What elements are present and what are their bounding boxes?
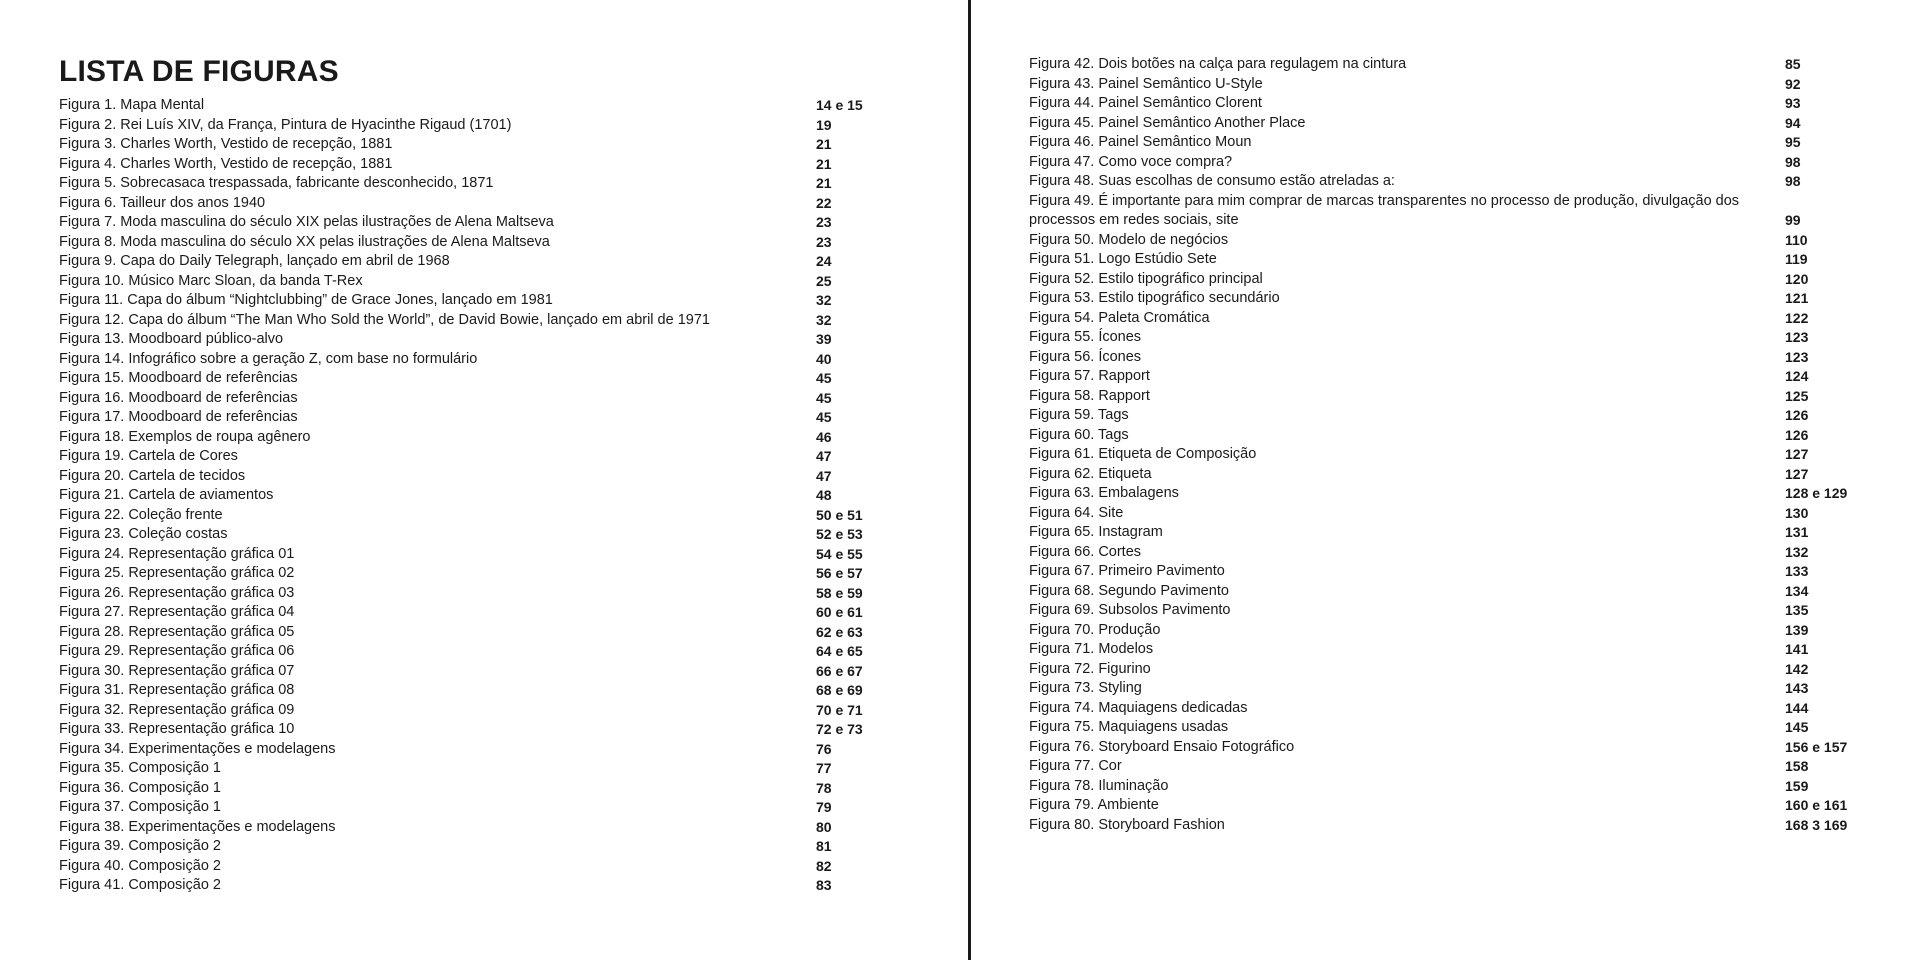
- figure-caption: Figura 74. Maquiagens dedicadas: [1029, 699, 1248, 716]
- page-number: 127: [1785, 446, 1809, 462]
- figure-list-item: [59, 857, 889, 877]
- figure-list-left: [59, 96, 889, 896]
- page-number: 66 e 67: [816, 662, 863, 679]
- page-number: 58 e 59: [816, 584, 863, 601]
- figure-caption: Figura 25. Representação gráfica 02: [59, 565, 295, 581]
- page-number: 126: [1785, 407, 1809, 423]
- figure-list-item: [1029, 699, 1859, 719]
- figure-list-item: [59, 174, 889, 194]
- figure-caption: Figura 72. Figurino: [1029, 660, 1151, 677]
- figure-caption: Figura 62. Etiqueta: [1029, 465, 1152, 482]
- figure-list-item: [59, 291, 889, 311]
- page-number: 46: [816, 428, 832, 445]
- page-number: 40: [816, 350, 832, 367]
- figure-list-item: [1029, 328, 1859, 348]
- figure-caption: Figura 79. Ambiente: [1029, 797, 1159, 813]
- figure-list-item: [59, 233, 889, 253]
- page-number: 32: [816, 292, 832, 308]
- figure-list-item: [59, 837, 889, 857]
- right-page: [971, 0, 1920, 960]
- page-number: 92: [1785, 75, 1801, 92]
- figure-caption: Figura 46. Painel Semântico Moun: [1029, 134, 1252, 150]
- figure-caption: Figura 69. Subsolos Pavimento: [1029, 602, 1231, 618]
- figure-caption: Figura 26. Representação gráfica 03: [59, 584, 295, 601]
- figure-list-item: [59, 486, 889, 506]
- page-number: 125: [1785, 387, 1809, 404]
- page-number: 48: [816, 487, 832, 503]
- figure-list-item: [59, 525, 889, 545]
- figure-caption: Figura 30. Representação gráfica 07: [59, 662, 295, 679]
- figure-caption: Figura 17. Moodboard de referências: [59, 409, 298, 425]
- figure-caption: Figura 66. Cortes: [1029, 543, 1142, 560]
- page-number: 126: [1785, 426, 1809, 443]
- figure-list-right: [1029, 55, 1859, 835]
- figure-caption: Figura 22. Coleção frente: [59, 506, 223, 523]
- page-number: 94: [1785, 114, 1801, 131]
- figure-list-item: [59, 252, 889, 272]
- figure-caption: Figura 9. Capa do Daily Telegraph, lançado em abril de 1968: [59, 253, 450, 269]
- figure-caption: Figura 53. Estilo tipográfico secundário: [1029, 290, 1280, 306]
- figure-list-item: [59, 213, 889, 233]
- figure-list-item: [1029, 192, 1859, 231]
- figure-caption: Figura 3. Charles Worth, Vestido de recepção, 1881: [59, 136, 393, 152]
- figure-list-item: [1029, 406, 1859, 426]
- page-number: 32: [816, 311, 832, 328]
- figure-list-item: [1029, 309, 1859, 329]
- figure-caption: Figura 18. Exemplos de roupa agênero: [59, 428, 311, 445]
- figure-caption: Figura 8. Moda masculina do século XX pelas ilustrações de Alena Maltseva: [59, 233, 550, 250]
- figure-caption: Figura 56. Ícones: [1029, 348, 1142, 365]
- figure-list-item: [1029, 679, 1859, 699]
- figure-list-item: [59, 116, 889, 136]
- figure-caption: Figura 68. Segundo Pavimento: [1029, 582, 1229, 599]
- figure-list-item: [59, 311, 889, 331]
- page-number: 85: [1785, 56, 1801, 72]
- figure-caption: Figura 33. Representação gráfica 10: [59, 721, 295, 737]
- figure-caption: Figura 55. Ícones: [1029, 329, 1142, 345]
- figure-list-item: [1029, 523, 1859, 543]
- page-number: 80: [816, 818, 832, 835]
- figure-list-item: [1029, 94, 1859, 114]
- figure-caption: Figura 63. Embalagens: [1029, 485, 1179, 501]
- page-number: 124: [1785, 368, 1809, 384]
- figure-caption: Figura 49. É importante para mim comprar de marcas transparentes no processo de produção, divulgação dos processos em redes sociais, site: [1029, 192, 1740, 228]
- page-number: 123: [1785, 348, 1809, 365]
- figure-caption: Figura 2. Rei Luís XIV, da França, Pintura de Hyacinthe Rigaud (1701): [59, 116, 512, 133]
- figure-list-item: [59, 96, 889, 116]
- figure-list-item: [1029, 114, 1859, 134]
- page-number: 47: [816, 467, 832, 484]
- figure-list-item: [59, 408, 889, 428]
- figure-list-item: [1029, 621, 1859, 641]
- figure-list-item: [59, 506, 889, 526]
- page-number: 145: [1785, 719, 1809, 735]
- figure-caption: Figura 80. Storyboard Fashion: [1029, 816, 1225, 833]
- page-number: 127: [1785, 465, 1809, 482]
- page-number: 132: [1785, 543, 1809, 560]
- page-number: 22: [816, 194, 832, 211]
- figure-list-item: [59, 389, 889, 409]
- page-number: 47: [816, 448, 832, 464]
- page-number: 81: [816, 838, 832, 854]
- figure-list-item: [59, 155, 889, 175]
- figure-list-item: [59, 272, 889, 292]
- figure-list-item: [1029, 757, 1859, 777]
- figure-caption: Figura 73. Styling: [1029, 680, 1142, 696]
- figure-caption: Figura 42. Dois botões na calça para regulagem na cintura: [1029, 56, 1407, 72]
- figure-caption: Figura 67. Primeiro Pavimento: [1029, 563, 1225, 579]
- page-number: 60 e 61: [816, 604, 863, 620]
- figure-caption: Figura 65. Instagram: [1029, 524, 1163, 540]
- figure-list-item: [1029, 796, 1859, 816]
- figure-list-item: [1029, 426, 1859, 446]
- page-number: 142: [1785, 660, 1809, 677]
- figure-list-item: [59, 447, 889, 467]
- figure-caption: Figura 35. Composição 1: [59, 760, 221, 776]
- page-number: 39: [816, 331, 832, 347]
- figure-caption: Figura 1. Mapa Mental: [59, 97, 205, 113]
- figure-list-item: [59, 798, 889, 818]
- page-number: 70 e 71: [816, 701, 863, 718]
- figure-list-item: [59, 818, 889, 838]
- figure-list-item: [1029, 718, 1859, 738]
- figure-list-item: [59, 428, 889, 448]
- figure-list-item: [1029, 777, 1859, 797]
- page-number: 78: [816, 779, 832, 796]
- page-number: 62 e 63: [816, 623, 863, 640]
- figure-list-item: [59, 564, 889, 584]
- page-number: 131: [1785, 524, 1809, 540]
- page-number: 21: [816, 155, 832, 172]
- figure-caption: Figura 71. Modelos: [1029, 641, 1154, 657]
- page-number: 133: [1785, 563, 1809, 579]
- figure-caption: Figura 77. Cor: [1029, 758, 1122, 774]
- figure-list-item: [1029, 484, 1859, 504]
- page-number: 83: [816, 877, 832, 893]
- page-number: 23: [816, 233, 832, 250]
- page-number: 122: [1785, 309, 1809, 326]
- page-number: 45: [816, 389, 832, 406]
- page-number: 24: [816, 253, 832, 269]
- figure-caption: Figura 70. Produção: [1029, 621, 1161, 638]
- figure-caption: Figura 38. Experimentações e modelagens: [59, 818, 336, 835]
- figure-caption: Figura 5. Sobrecasaca trespassada, fabricante desconhecido, 1871: [59, 175, 494, 191]
- figure-list-item: [59, 662, 889, 682]
- figure-list-item: [1029, 738, 1859, 758]
- figure-list-item: [59, 642, 889, 662]
- figure-caption: Figura 27. Representação gráfica 04: [59, 604, 295, 620]
- figure-caption: Figura 4. Charles Worth, Vestido de recepção, 1881: [59, 155, 393, 172]
- page-number: 50 e 51: [816, 506, 863, 523]
- figure-list-item: [1029, 601, 1859, 621]
- figure-list-item: [1029, 465, 1859, 485]
- page-title: LISTA DE FIGURAS: [59, 55, 339, 88]
- figure-list-item: [59, 681, 889, 701]
- page-number: 143: [1785, 680, 1809, 696]
- figure-caption: Figura 28. Representação gráfica 05: [59, 623, 295, 640]
- page-number: 159: [1785, 777, 1809, 794]
- figure-list-item: [59, 779, 889, 799]
- page-number: 98: [1785, 173, 1801, 189]
- page-number: 21: [816, 136, 832, 152]
- page-number: 45: [816, 370, 832, 386]
- figure-list-item: [1029, 270, 1859, 290]
- figure-list-item: [59, 740, 889, 760]
- figure-list-item: [1029, 543, 1859, 563]
- page-number: 56 e 57: [816, 565, 863, 581]
- figure-list-item: [1029, 250, 1859, 270]
- page-number: 128 e 129: [1785, 485, 1848, 501]
- page-number: 156 e 157: [1785, 738, 1848, 755]
- page-number: 120: [1785, 270, 1809, 287]
- figure-caption: Figura 43. Painel Semântico U-Style: [1029, 75, 1263, 92]
- figure-caption: Figura 64. Site: [1029, 504, 1124, 521]
- figure-list-item: [1029, 133, 1859, 153]
- figure-list-item: [59, 584, 889, 604]
- figure-list-item: [1029, 75, 1859, 95]
- figure-list-item: [59, 194, 889, 214]
- figure-list-item: [59, 330, 889, 350]
- page-number: 68 e 69: [816, 682, 863, 698]
- figure-list-item: [59, 350, 889, 370]
- figure-caption: Figura 7. Moda masculina do século XIX pelas ilustrações de Alena Maltseva: [59, 214, 554, 230]
- figure-caption: Figura 60. Tags: [1029, 426, 1129, 443]
- page-number: 25: [816, 272, 832, 289]
- figure-caption: Figura 76. Storyboard Ensaio Fotográfico: [1029, 738, 1295, 755]
- figure-caption: Figura 11. Capa do álbum “Nightclubbing” de Grace Jones, lançado em 1981: [59, 292, 553, 308]
- figure-caption: Figura 6. Tailleur dos anos 1940: [59, 194, 266, 211]
- figure-list-item: [59, 720, 889, 740]
- page-number: 134: [1785, 582, 1809, 599]
- page-number: 160 e 161: [1785, 797, 1848, 813]
- figure-list-item: [1029, 348, 1859, 368]
- figure-caption: Figura 75. Maquiagens usadas: [1029, 719, 1229, 735]
- figure-list-item: [1029, 640, 1859, 660]
- page-number: 168 3 169: [1785, 816, 1848, 833]
- figure-caption: Figura 16. Moodboard de referências: [59, 389, 298, 406]
- figure-caption: Figura 59. Tags: [1029, 407, 1129, 423]
- page-number: 14 e 15: [816, 97, 863, 113]
- page-number: 19: [816, 116, 832, 133]
- page-number: 76: [816, 740, 832, 757]
- page-number: 72 e 73: [816, 721, 863, 737]
- figure-caption: Figura 50. Modelo de negócios: [1029, 231, 1229, 248]
- figure-caption: Figura 24. Representação gráfica 01: [59, 545, 295, 562]
- figure-list-item: [1029, 289, 1859, 309]
- figure-list-item: [59, 759, 889, 779]
- figure-list-item: [59, 623, 889, 643]
- figure-list-item: [59, 603, 889, 623]
- page-number: 158: [1785, 758, 1809, 774]
- page-number: 23: [816, 214, 832, 230]
- figure-caption: Figura 20. Cartela de tecidos: [59, 467, 246, 484]
- figure-caption: Figura 10. Músico Marc Sloan, da banda T-Rex: [59, 272, 363, 289]
- page-number: 98: [1785, 153, 1801, 170]
- figure-caption: Figura 51. Logo Estúdio Sete: [1029, 251, 1217, 267]
- figure-caption: Figura 48. Suas escolhas de consumo estão atreladas a:: [1029, 173, 1395, 189]
- figure-caption: Figura 54. Paleta Cromática: [1029, 309, 1210, 326]
- figure-caption: Figura 12. Capa do álbum “The Man Who Sold the World”, de David Bowie, lançado em abril de 1971: [59, 311, 710, 328]
- figure-caption: Figura 45. Painel Semântico Another Place: [1029, 114, 1306, 131]
- figure-caption: Figura 23. Coleção costas: [59, 526, 228, 542]
- figure-caption: Figura 57. Rapport: [1029, 368, 1150, 384]
- figure-list-item: [1029, 367, 1859, 387]
- page-number: 99: [1785, 212, 1801, 228]
- figure-caption: Figura 44. Painel Semântico Clorent: [1029, 95, 1262, 111]
- figure-caption: Figura 37. Composição 1: [59, 799, 221, 815]
- figure-list-item: [1029, 445, 1859, 465]
- figure-list-item: [1029, 582, 1859, 602]
- figure-list-item: [1029, 816, 1859, 836]
- figure-caption: Figura 19. Cartela de Cores: [59, 448, 238, 464]
- figure-list-item: [1029, 231, 1859, 251]
- figure-caption: Figura 78. Iluminação: [1029, 777, 1169, 794]
- page-number: 123: [1785, 329, 1809, 345]
- figure-list-item: [1029, 387, 1859, 407]
- figure-caption: Figura 13. Moodboard público-alvo: [59, 331, 284, 347]
- page-number: 144: [1785, 699, 1809, 716]
- figure-list-item: [1029, 153, 1859, 173]
- page-number: 77: [816, 760, 832, 776]
- figure-caption: Figura 58. Rapport: [1029, 387, 1150, 404]
- figure-caption: Figura 32. Representação gráfica 09: [59, 701, 295, 718]
- figure-list-item: [59, 467, 889, 487]
- figure-caption: Figura 31. Representação gráfica 08: [59, 682, 295, 698]
- figure-list-item: [59, 701, 889, 721]
- figure-caption: Figura 41. Composição 2: [59, 877, 221, 893]
- figure-caption: Figura 39. Composição 2: [59, 838, 221, 854]
- figure-list-item: [59, 545, 889, 565]
- page-number: 110: [1785, 231, 1808, 248]
- figure-caption: Figura 52. Estilo tipográfico principal: [1029, 270, 1263, 287]
- page-number: 141: [1785, 641, 1809, 657]
- figure-caption: Figura 34. Experimentações e modelagens: [59, 740, 336, 757]
- page-number: 54 e 55: [816, 545, 863, 562]
- page-number: 95: [1785, 134, 1801, 150]
- page-number: 130: [1785, 504, 1809, 521]
- figure-list-item: [1029, 172, 1859, 192]
- page-number: 135: [1785, 602, 1809, 618]
- figure-caption: Figura 29. Representação gráfica 06: [59, 643, 295, 659]
- page-number: 93: [1785, 95, 1801, 111]
- figure-list-item: [59, 135, 889, 155]
- figure-caption: Figura 14. Infográfico sobre a geração Z, com base no formulário: [59, 350, 478, 367]
- figure-caption: Figura 15. Moodboard de referências: [59, 370, 298, 386]
- page-number: 139: [1785, 621, 1809, 638]
- page-number: 64 e 65: [816, 643, 863, 659]
- figure-caption: Figura 40. Composição 2: [59, 857, 221, 874]
- figure-list-item: [1029, 660, 1859, 680]
- page-number: 52 e 53: [816, 526, 863, 542]
- figure-list-item: [1029, 504, 1859, 524]
- page-number: 82: [816, 857, 832, 874]
- page-number: 121: [1785, 290, 1809, 306]
- page-number: 21: [816, 175, 832, 191]
- figure-list-item: [59, 369, 889, 389]
- figure-list-item: [1029, 562, 1859, 582]
- figure-caption: Figura 21. Cartela de aviamentos: [59, 487, 274, 503]
- figure-list-item: [59, 876, 889, 896]
- figure-caption: Figura 47. Como voce compra?: [1029, 153, 1233, 170]
- page-number: 79: [816, 799, 832, 815]
- figure-caption: Figura 61. Etiqueta de Composição: [1029, 446, 1257, 462]
- figure-caption: Figura 36. Composição 1: [59, 779, 221, 796]
- figure-list-item: [1029, 55, 1859, 75]
- page-number: 45: [816, 409, 832, 425]
- page-number: 119: [1785, 251, 1808, 267]
